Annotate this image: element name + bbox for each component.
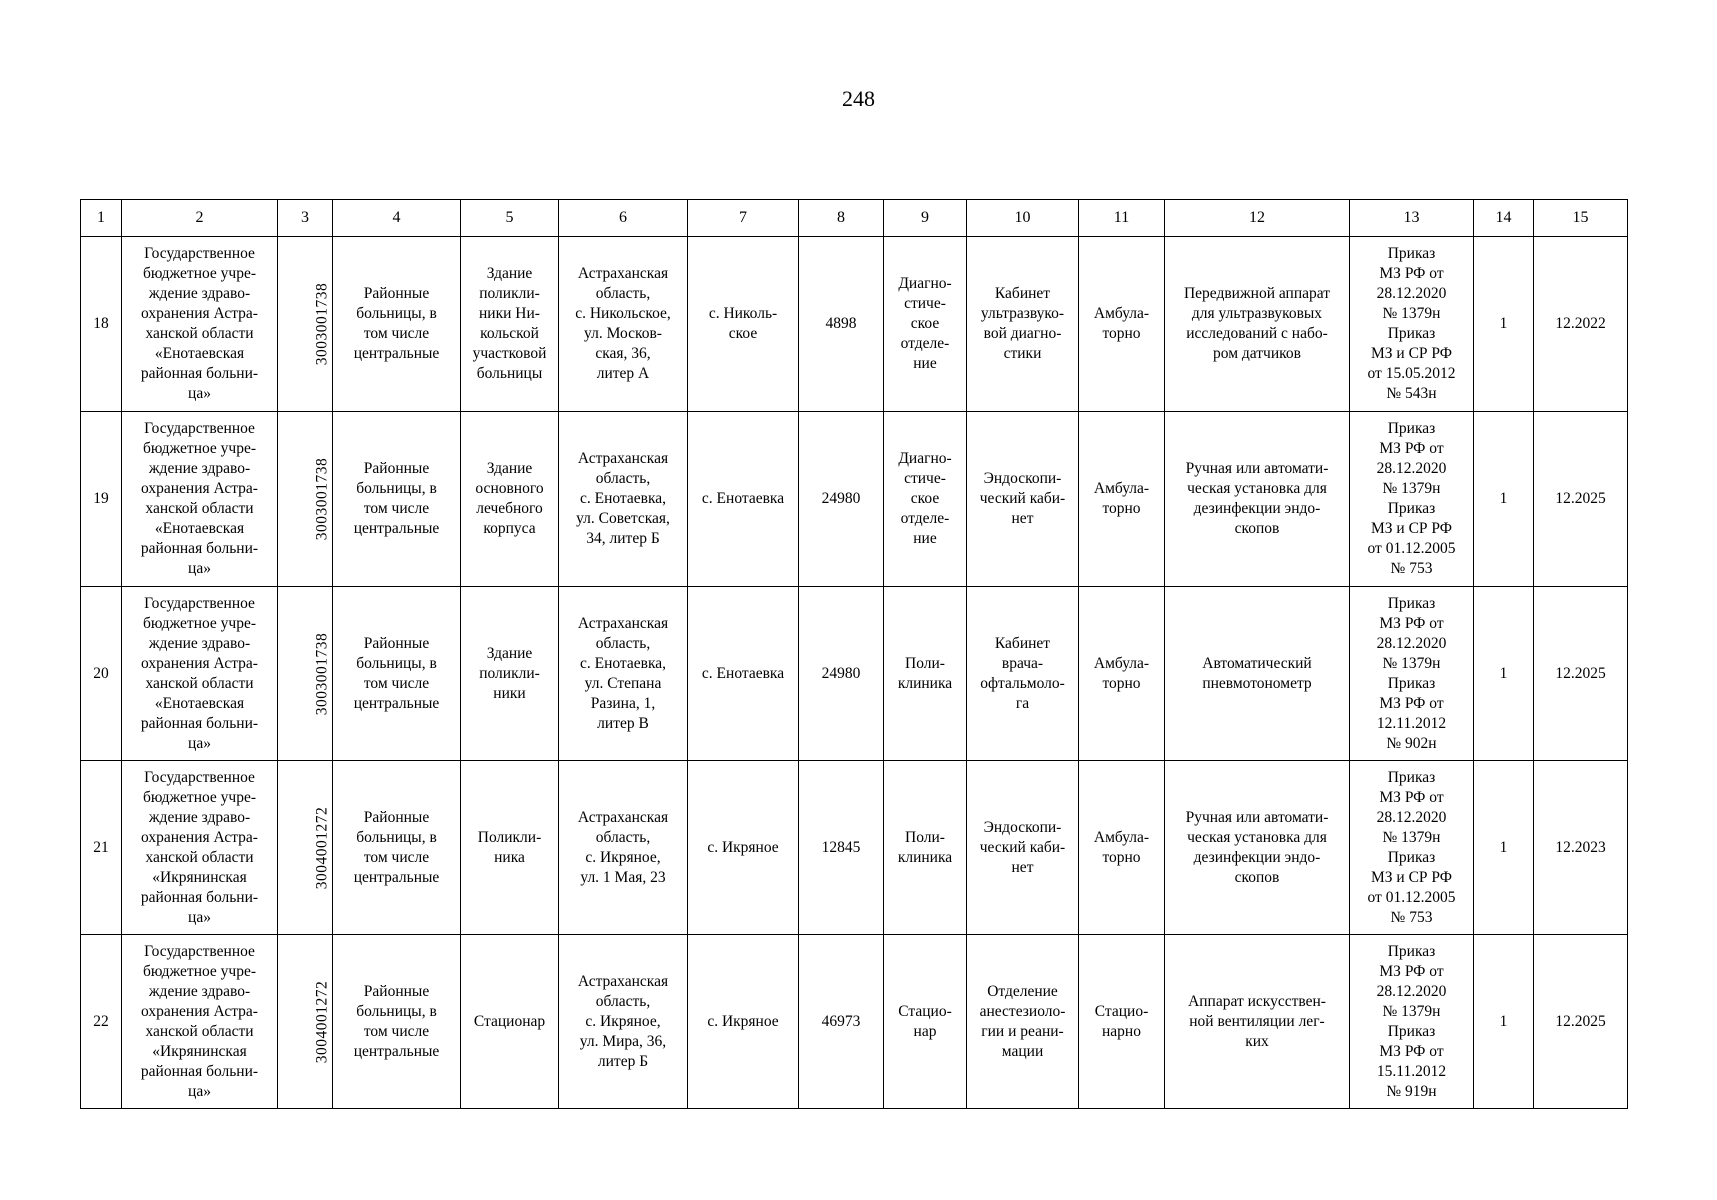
- delivery-date: 12.2022: [1534, 237, 1628, 412]
- column-number: 11: [1079, 200, 1165, 237]
- column-number: 5: [461, 200, 559, 237]
- inn-value: 3004001272: [313, 980, 331, 1063]
- room: Отделение анестезиоло- гии и реани- мации: [967, 935, 1079, 1109]
- regulatory-order: Приказ МЗ РФ от 28.12.2020 № 1379н Приказ МЗ и СР РФ от 01.12.2005 № 753: [1350, 761, 1474, 935]
- column-number: 6: [559, 200, 688, 237]
- delivery-date: 12.2025: [1534, 412, 1628, 587]
- table-row: [81, 587, 1628, 761]
- regulatory-order: Приказ МЗ РФ от 28.12.2020 № 1379н Приказ МЗ и СР РФ от 01.12.2005 № 753: [1350, 412, 1474, 587]
- organization-name: Государственное бюджетное учре- ждение здраво- охранения Астра- ханской области «Икрянинская районная больни- ца»: [122, 761, 278, 935]
- column-number: 12: [1165, 200, 1350, 237]
- inn-cell: [278, 237, 333, 412]
- quantity: 1: [1474, 761, 1534, 935]
- population: 24980: [799, 587, 884, 761]
- care-form: Стацио- нарно: [1079, 935, 1165, 1109]
- row-number: 21: [81, 761, 122, 935]
- row-number: 19: [81, 412, 122, 587]
- equipment-name: Аппарат искусствен- ной вентиляции лег- ких: [1165, 935, 1350, 1109]
- building-name: Здание поликли- ники Ни- кольской участковой больницы: [461, 237, 559, 412]
- department: Диагно- стиче- ское отделе- ние: [884, 412, 967, 587]
- column-number: 9: [884, 200, 967, 237]
- row-number: 18: [81, 237, 122, 412]
- institution-type: Районные больницы, в том числе центральные: [333, 412, 461, 587]
- regulatory-order: Приказ МЗ РФ от 28.12.2020 № 1379н Приказ МЗ РФ от 12.11.2012 № 902н: [1350, 587, 1474, 761]
- regulatory-order: Приказ МЗ РФ от 28.12.2020 № 1379н Приказ МЗ и СР РФ от 15.05.2012 № 543н: [1350, 237, 1474, 412]
- care-form: Амбула- торно: [1079, 761, 1165, 935]
- care-form: Амбула- торно: [1079, 587, 1165, 761]
- column-number: 1: [81, 200, 122, 237]
- table-row: [81, 935, 1628, 1109]
- inn-value: 3003001738: [313, 632, 331, 715]
- equipment-name: Ручная или автомати- ческая установка для дезинфекции эндо- скопов: [1165, 761, 1350, 935]
- equipment-name: Ручная или автомати- ческая установка для дезинфекции эндо- скопов: [1165, 412, 1350, 587]
- organization-name: Государственное бюджетное учре- ждение здраво- охранения Астра- ханской области «Енотаевская районная больни- ца»: [122, 237, 278, 412]
- locality: с. Енотаевка: [688, 412, 799, 587]
- care-form: Амбула- торно: [1079, 237, 1165, 412]
- department: Поли- клиника: [884, 587, 967, 761]
- equipment-name: Автоматический пневмотонометр: [1165, 587, 1350, 761]
- organization-name: Государственное бюджетное учре- ждение здраво- охранения Астра- ханской области «Икрянинская районная больни- ца»: [122, 935, 278, 1109]
- address: Астраханская область, с. Икряное, ул. 1 Мая, 23: [559, 761, 688, 935]
- quantity: 1: [1474, 935, 1534, 1109]
- building-name: Здание основного лечебного корпуса: [461, 412, 559, 587]
- institution-type: Районные больницы, в том числе центральные: [333, 761, 461, 935]
- table-row: [81, 412, 1628, 587]
- inn-value: 3004001272: [313, 806, 331, 889]
- column-number-row: [81, 200, 1628, 237]
- inn-value: 3003001738: [313, 282, 331, 366]
- quantity: 1: [1474, 412, 1534, 587]
- column-number: 15: [1534, 200, 1628, 237]
- column-number: 10: [967, 200, 1079, 237]
- room: Кабинет ультразвуко- вой диагно- стики: [967, 237, 1079, 412]
- organization-name: Государственное бюджетное учре- ждение здраво- охранения Астра- ханской области «Енотаевская районная больни- ца»: [122, 412, 278, 587]
- inn-value: 3003001738: [313, 457, 331, 541]
- column-number: 14: [1474, 200, 1534, 237]
- locality: с. Николь- ское: [688, 237, 799, 412]
- delivery-date: 12.2023: [1534, 761, 1628, 935]
- address: Астраханская область, с. Енотаевка, ул. Советская, 34, литер Б: [559, 412, 688, 587]
- page-number: 248: [842, 86, 875, 111]
- address: Астраханская область, с. Икряное, ул. Мира, 36, литер Б: [559, 935, 688, 1109]
- table-row: [81, 237, 1628, 412]
- building-name: Стационар: [461, 935, 559, 1109]
- institution-type: Районные больницы, в том числе центральные: [333, 935, 461, 1109]
- column-number: 2: [122, 200, 278, 237]
- regulatory-order: Приказ МЗ РФ от 28.12.2020 № 1379н Приказ МЗ РФ от 15.11.2012 № 919н: [1350, 935, 1474, 1109]
- population: 46973: [799, 935, 884, 1109]
- address: Астраханская область, с. Никольское, ул. Москов- ская, 36, литер А: [559, 237, 688, 412]
- delivery-date: 12.2025: [1534, 935, 1628, 1109]
- column-number: 13: [1350, 200, 1474, 237]
- table-row: [81, 761, 1628, 935]
- institution-type: Районные больницы, в том числе центральные: [333, 237, 461, 412]
- locality: с. Енотаевка: [688, 587, 799, 761]
- institution-type: Районные больницы, в том числе центральные: [333, 587, 461, 761]
- room: Кабинет врача- офтальмоло- га: [967, 587, 1079, 761]
- equipment-name: Передвижной аппарат для ультразвуковых исследований с набо- ром датчиков: [1165, 237, 1350, 412]
- inn-cell: [278, 761, 333, 935]
- address: Астраханская область, с. Енотаевка, ул. Степана Разина, 1, литер В: [559, 587, 688, 761]
- department: Диагно- стиче- ское отделе- ние: [884, 237, 967, 412]
- room: Эндоскопи- ческий каби- нет: [967, 761, 1079, 935]
- locality: с. Икряное: [688, 761, 799, 935]
- building-name: Здание поликли- ники: [461, 587, 559, 761]
- quantity: 1: [1474, 237, 1534, 412]
- department: Стацио- нар: [884, 935, 967, 1109]
- column-number: 3: [278, 200, 333, 237]
- row-number: 20: [81, 587, 122, 761]
- column-number: 7: [688, 200, 799, 237]
- inn-cell: [278, 587, 333, 761]
- column-number: 8: [799, 200, 884, 237]
- column-number: 4: [333, 200, 461, 237]
- inn-cell: [278, 935, 333, 1109]
- row-number: 22: [81, 935, 122, 1109]
- organization-name: Государственное бюджетное учре- ждение здраво- охранения Астра- ханской области «Енотаевская районная больни- ца»: [122, 587, 278, 761]
- population: 24980: [799, 412, 884, 587]
- care-form: Амбула- торно: [1079, 412, 1165, 587]
- equipment-table: [80, 199, 1628, 1109]
- building-name: Поликли- ника: [461, 761, 559, 935]
- department: Поли- клиника: [884, 761, 967, 935]
- delivery-date: 12.2025: [1534, 587, 1628, 761]
- quantity: 1: [1474, 587, 1534, 761]
- population: 12845: [799, 761, 884, 935]
- room: Эндоскопи- ческий каби- нет: [967, 412, 1079, 587]
- population: 4898: [799, 237, 884, 412]
- inn-cell: [278, 412, 333, 587]
- locality: с. Икряное: [688, 935, 799, 1109]
